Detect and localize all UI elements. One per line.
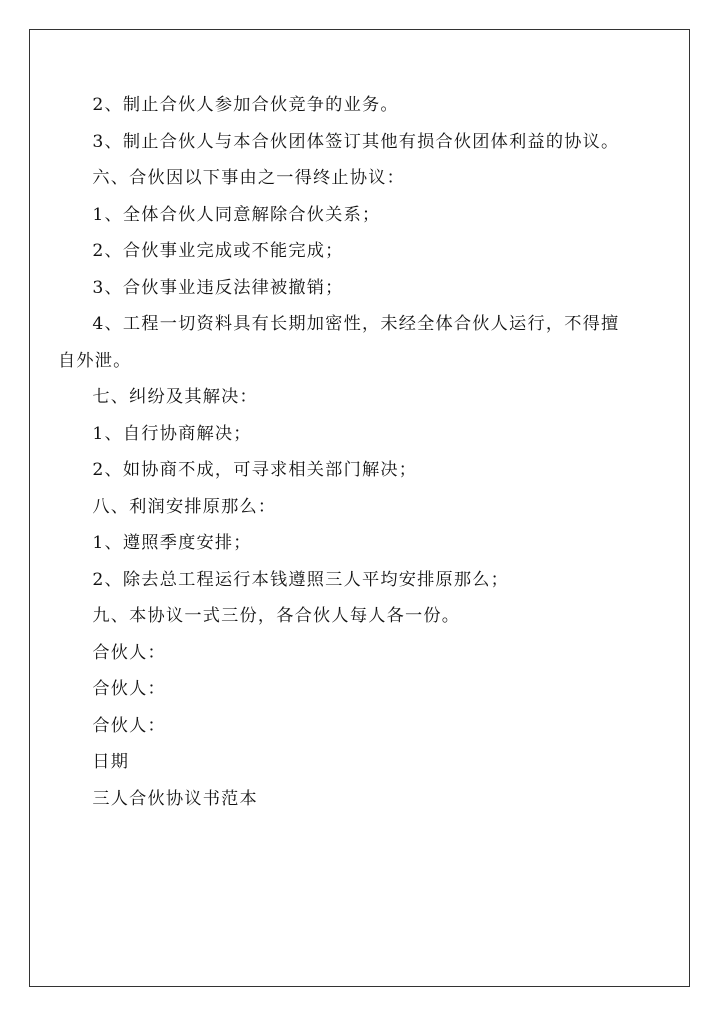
date-line: 日期 [92, 752, 130, 772]
section-heading-disputes: 七、纠纷及其解决： [92, 387, 258, 407]
section-heading-copies: 九、本协议一式三份，各合伙人每人各一份。 [92, 606, 461, 626]
paragraph-dispute-1: 1、自行协商解决； [92, 423, 252, 444]
paragraph-profit-2: 2、除去总工程运行本钱遵照三人平均安排原那么； [92, 569, 510, 590]
paragraph-prohibit-competition: 2、制止合伙人参加合伙竞争的业务。 [92, 95, 399, 115]
section-heading-termination: 六、合伙因以下事由之一得终止协议： [92, 168, 405, 188]
paragraph-dispute-2: 2、如协商不成，可寻求相关部门解决； [92, 460, 418, 480]
document-body [58, 87, 636, 817]
paragraph-profit-1: 1、遵照季度安排； [92, 533, 252, 553]
section-heading-profit: 八、利润安排原那么： [92, 496, 277, 517]
paragraph-termination-4: 4、工程一切资料具有长期加密性，未经全体合伙人运行，不得擅自外泄。 [58, 314, 620, 371]
signature-line-partner-1: 合伙人： [92, 642, 166, 663]
signature-line-partner-3: 合伙人： [92, 715, 166, 736]
signature-line-partner-2: 合伙人： [92, 679, 166, 699]
paragraph-termination-1: 1、全体合伙人同意解除合伙关系； [92, 204, 381, 225]
paragraph-prohibit-harmful-agreement: 3、制止合伙人与本合伙团体签订其他有损合伙团体利益的协议。 [92, 131, 620, 152]
document-title-footer: 三人合伙协议书范本 [92, 788, 258, 809]
paragraph-termination-3: 3、合伙事业违反法律被撤销； [92, 277, 344, 298]
paragraph-termination-2: 2、合伙事业完成或不能完成； [92, 241, 344, 261]
